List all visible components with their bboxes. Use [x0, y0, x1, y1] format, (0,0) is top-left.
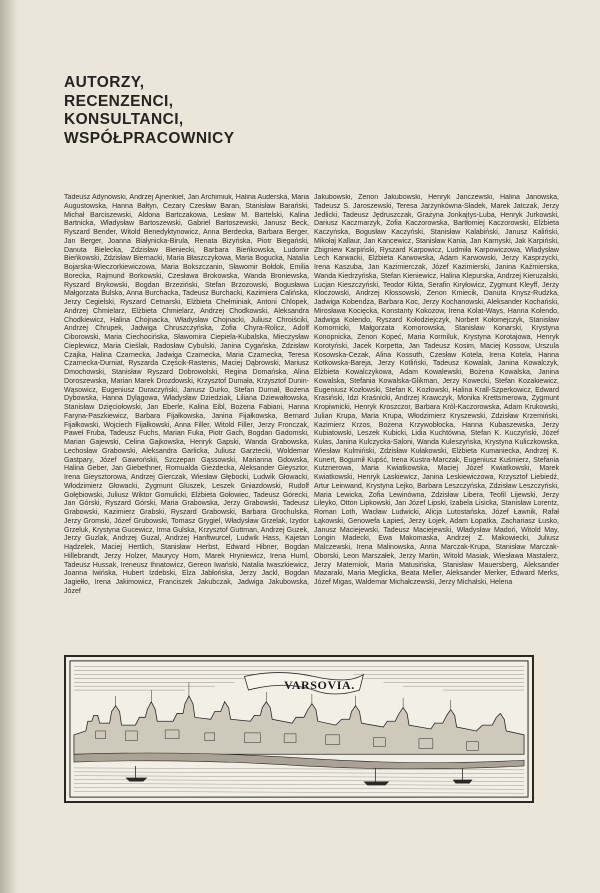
warsaw-panorama-engraving	[64, 655, 534, 803]
heading-line-3: KONSULTANCI,	[64, 111, 184, 128]
heading-line-4: WSPÓŁPRACOWNICY	[64, 129, 235, 147]
heading-line-2: RECENZENCI,	[64, 92, 174, 110]
engraving-title: VARSOVIA.	[284, 678, 355, 692]
contributors-column-left: Tadeusz Adynowski, Andrzej Ajnenkiel, Jan Archimiuk, Halina Auderska, Maria Augustowska, Hanna Bałtyn, Cezary Czesław Baran, Stanisław Barański, Michał Barciszewski, Aldona Bartczakowa, Lesław M. Bartelski, Kalina Bartnicka, Władysław Bartoszewski, Gabriel Bartoszewski, Janusz Beck, Ryszard Bender, Witold Benedyktynowicz, Anna Berdecka, Barbara Berger, Jan Berger, Joanna Białynicka-Birula, Renata Bizyńska, Piotr Biegański, Danuta Bielecka, Zdzisław Bieniecki, Barbara Bieńkowska, Ludomir Bieńkowski, Zdzisław Biernacki, Maria Błaszczykowa, Maria Bogucka, Natalia Bojarska-Wieczorkiewiczowa, Maria Bokszczanin, Sławomir Bołdok, Emilia Borecka, Rajmund Borkowski, Czesława Brokowska, Wanda Broniewska, Ryszard Brykowski, Bogdan Brzeziński, Stefan Brzozowski, Bogusława Małgorzata Bulska, Anna Burchacka, Tadeusz Burchacki, Kazimiera Calińska, Jerzy Cegielski, Ryszard Cetnarski, Elżbieta Chełminiak, Antoni Chlopek, Andrzej Chmielarz, Elżbieta Chmielarz, Andrzej Chodkowski, Aleksandra Chodkiewicz, Halina Chojnacka, Władysław Chojnacki, Juliusz Chroiściki, Andrzej Chrupek, Jadwiga Chruszczyńska, Zofia Chyra-Rolicz, Adolf Ciborowski, Maria Ciechocińska, Sławomira Ciepiela-Kubalska, Mieczysław Cieplewicz, Maria Cieślak, Radosław Cybulski, Janina Cygańska, Zdzisław Czajka, Halina Czarnecka, Jadwiga Czarnecka, Maria Czarnecka, Teresa Czarnecka-Durniat, Ryszarda Częścik-Rastenis, Maciej Dąbrowski, Mariusz Dmochowski, Stanisław Ryszard Dobrowolski, Regina Domańska, Alina Doroszewska, Marian Marek Drozdowski, Krzysztof Dumała, Krzysztof Dunin-Wąsowicz, Eugeniusz Duraczyński, Janusz Durko, Stefan Durnał, Bożena Dybowska, Hanna Dylągowa, Władysław Dziedziak, Liliana Dziewałtowska, Stanisław Dzięciołowski, Jan Eberle, Kalina Eibl, Bożena Fabiani, Hanna Faryna-Paszkiewicz, Barbara Fijałkowska, Janina Fijałkowska, Bernard Fijałkowski, Wojciech Fijałkowski, Anna Filler, Witold Filler, Jerzy Fronczak, Paweł Fruba, Tadeusz Fuchs, Marian Fuka, Piotr Gach, Bogdan Gadomski, Marian Gajewski, Celina Gajkowska, Henryk Gapski, Wanda Grabowska, Lechosław Grabowski, Aleksandra Garlicka, Juliusz Garztecki, Woldemar Gastpary, Józef Gawrońskii, Szczepan Gąssowski, Marianna Gdowska, Halina Geber, Jan Giebethner, Romualda Gieżdecka, Aleksander Gieysztor, Irena Gieysztorowa, Andrzej Gierczak, Wiesław Głębocki, Ludwik Głowacki, Włodzimierz Głowacki, Zygmunt Gluszek, Leszek Gniazdowski, Rudolf Gołębiowski, Juliusz Wiktor Gomulicki, Elżbieta Gołowiec, Tadeusz Górecki, Jan Górski, Ryszard Górski, Maria Grabowska, Jerzy Grabowski, Tadeusz Grabowski, Kazimierz Grabski, Ryszard Grabowski, Barbara Grochulska, Jerzy Gromski, Józef Grubowski, Tomasz Grygiel, Władysław Grzelak, Izydor Grzeluk, Krystyna Gucewicz, Irma Gulska, Krzysztof Guttman, Andrzej Guzek, Jerzy Guzlak, Andrzej Guzal, Andrzej Hanftwurcel, Ludwik Hass, Kajetan Hądzelek, Maciej Hertlich, Stanisław Herbst, Edward Hibner, Bogdan Hillebrandt, Jerzy Holzer, Maurycy Horn, Marek Hryniewicz, Irena Huml, Tadeusz Hussak, Ireneusz Ihnatowicz, Gereon Iwański, Natalia Iwaszkiewicz, Joanna Iwińska, Hubert Izdebski, Elza Jabłońska, Jerzy Jackl, Bogdan Jagiełło, Irena Jakimowicz, Franciszek Jakubczak, Jadwiga Jakubowska, Józef	[64, 194, 309, 595]
page-shadow	[0, 0, 18, 893]
page-heading	[64, 74, 364, 148]
heading-line-1: AUTORZY,	[64, 74, 145, 91]
contributors-column-right: Jakubowski, Zenon Jakubowski, Henryk Janczewski, Halina Janowska, Tadeusz S. Jaroszewski, Teresa Jarzynkówna-Sładek, Marek Jatczak, Jerzy Jedlicki, Tadeusz Jędruszczak, Grażyna Jonkajtys-Luba, Henryk Jurkowski, Dariusz Kaczmarzyk, Zofia Kaczorowska, Bartłomiej Kaczorowski, Elżbieta Kaczyńska, Bogusław Kaczyński, Stanisław Kalabiński, Janusz Kaliński, Mikołaj Kallaur, Jan Kancewicz, Stanisław Kania, Jan Karnyski, Jak Karpiński, Zbigniew Karpiński, Ryszard Karpowicz, Ludmiła Karpowiczowa, Władysław Lech Karwacki, Elżbieta Karwowska, Adam Karwowski, Jerzy Kasprzycki, Irena Kaszuba, Jan Kazimierczak, Józef Kazimierski, Janina Kaźmierska, Wanda Kiedrzyńska, Stefan Kieniewicz, Halina Klepurska, Andrzej Kieruzalski, Lucjan Kieszczyński, Teodor Kikta, Serafin Kiryłowicz, Zygmunt Kleyff, Jerzy Kłoczowski, Andrzej Kłossowski, Zenon Kmiecik, Danuta Knysz-Rudzka, Jadwiga Kobendza, Barbara Koc, Jerzy Kochanowski, Aleksander Kochański, Mirosława Kocięcka, Konstanty Kokozow, Irena Kolat-Ways, Hanna Kolendo, Jadwiga Kolendo, Ryszard Kołodziejczyk, Norbert Kołomejczyk, Stanisław Komornicki, Małgorzata Komorowska, Stanisław Konarski, Krystyna Konopnicka, Zenon Kopeć, Maria Kormiluk, Krystyna Korotajowa, Henryk Korotyński, Jacek Korpetta, Jan Tadeusz Kosim, Maciej Kossow, Urszula Kosowska-Cezak, Alina Kossuth, Czesław Kotela, Irena Kotela, Hanna Kotkowska-Bareja, Jerzy Kotliński, Tadeusz Kowalak, Janina Kowalczyk, Elżbieta Kowalczykowa, Adam Kowalewski, Bożena Kowalska, Janina Kowalska, Stefania Kowalska-Glikman, Jerzy Kowecki, Stefan Kozakiewicz, Eugeniusz Kozłowski, Stefan K. Kozłowski, Halina Krall-Szperkowicz, Edward Krasiński, Idzi Kraśnicki, Andrzej Krawczyk, Monika Krettsmerowa, Zygmunt Kropiwnicki, Henryk Kroszczor, Barbara Król-Kaczorowska, Adam Krukowski, Julian Krupa, Maria Krupa, Włodzimierz Kryszewski, Zdzisław Krzemiński, Kazimierz Krzos, Bożena Krzywobłocka, Hanna Kubaszewska, Jerzy Kubiatowski, Leszek Kubicki, Lidia Kuchtówna, Stefan K. Kuczyński, Józef Kulas, Janina Kulczycka-Saloni, Wanda Kuleszyńska, Krystyna Kuliczkowska, Wiesław Kulmiński, Zdzisław Kułakowski, Elżbieta Kumaniecka, Andrzej K. Kunert, Bogumił Kupść, Irena Kustra-Marczak, Eugeniusz Kuśmierz, Stefania Kutznerowa, Maria Kwiatkowska, Maciej Józef Kwiatkowski, Marek Kwiatkowski, Henryk Laskiewicz, Janina Leskiewiczowa, Krzysztof Liebiedź, Artur Leinwand, Krystyna Lejko, Barbara Leszczyńska, Zdzisław Leszczyński, Maria Lewicka, Zofia Lewinówna, Zdzisław Libera, Teofil Lijewski, Jerzy Lileyko, Otton Lipkowski, Jan Józef Lipski, Izabela Lisicka, Stanisław Lorentz, Roman Loth, Wacław Ludwicki, Alicja Lutostańska, Józef Ławnik, Rafał Łąkowski, Genowefa Łapieś, Jerzy Łojek, Adam Łopatka, Zachariasz Łusko, Janusz Maciejewski, Tadeusz Maciejewski, Władysław Madoń, Witold May, Longin Madecki, Ewa Makomaska, Andrzej Z. Makowiecki, Juliusz Malczewski, Irena Malinowska, Anna Marczak-Krupa, Stanisław Marczak-Oborski, Leon Marszałek, Jerzy Martin, Witold Masiak, Wiesława Mastalerz, Jerzy Materniok, Maria Matusińska, Stanisław Mauersberg, Aleksander Mazaraki, Maria Meglicka, Beata Meller, Aleksander Merker, Edward Merks, Józef Migas, Waldemar Michałczewski, Jerzy Michalski, Helena	[314, 194, 559, 586]
